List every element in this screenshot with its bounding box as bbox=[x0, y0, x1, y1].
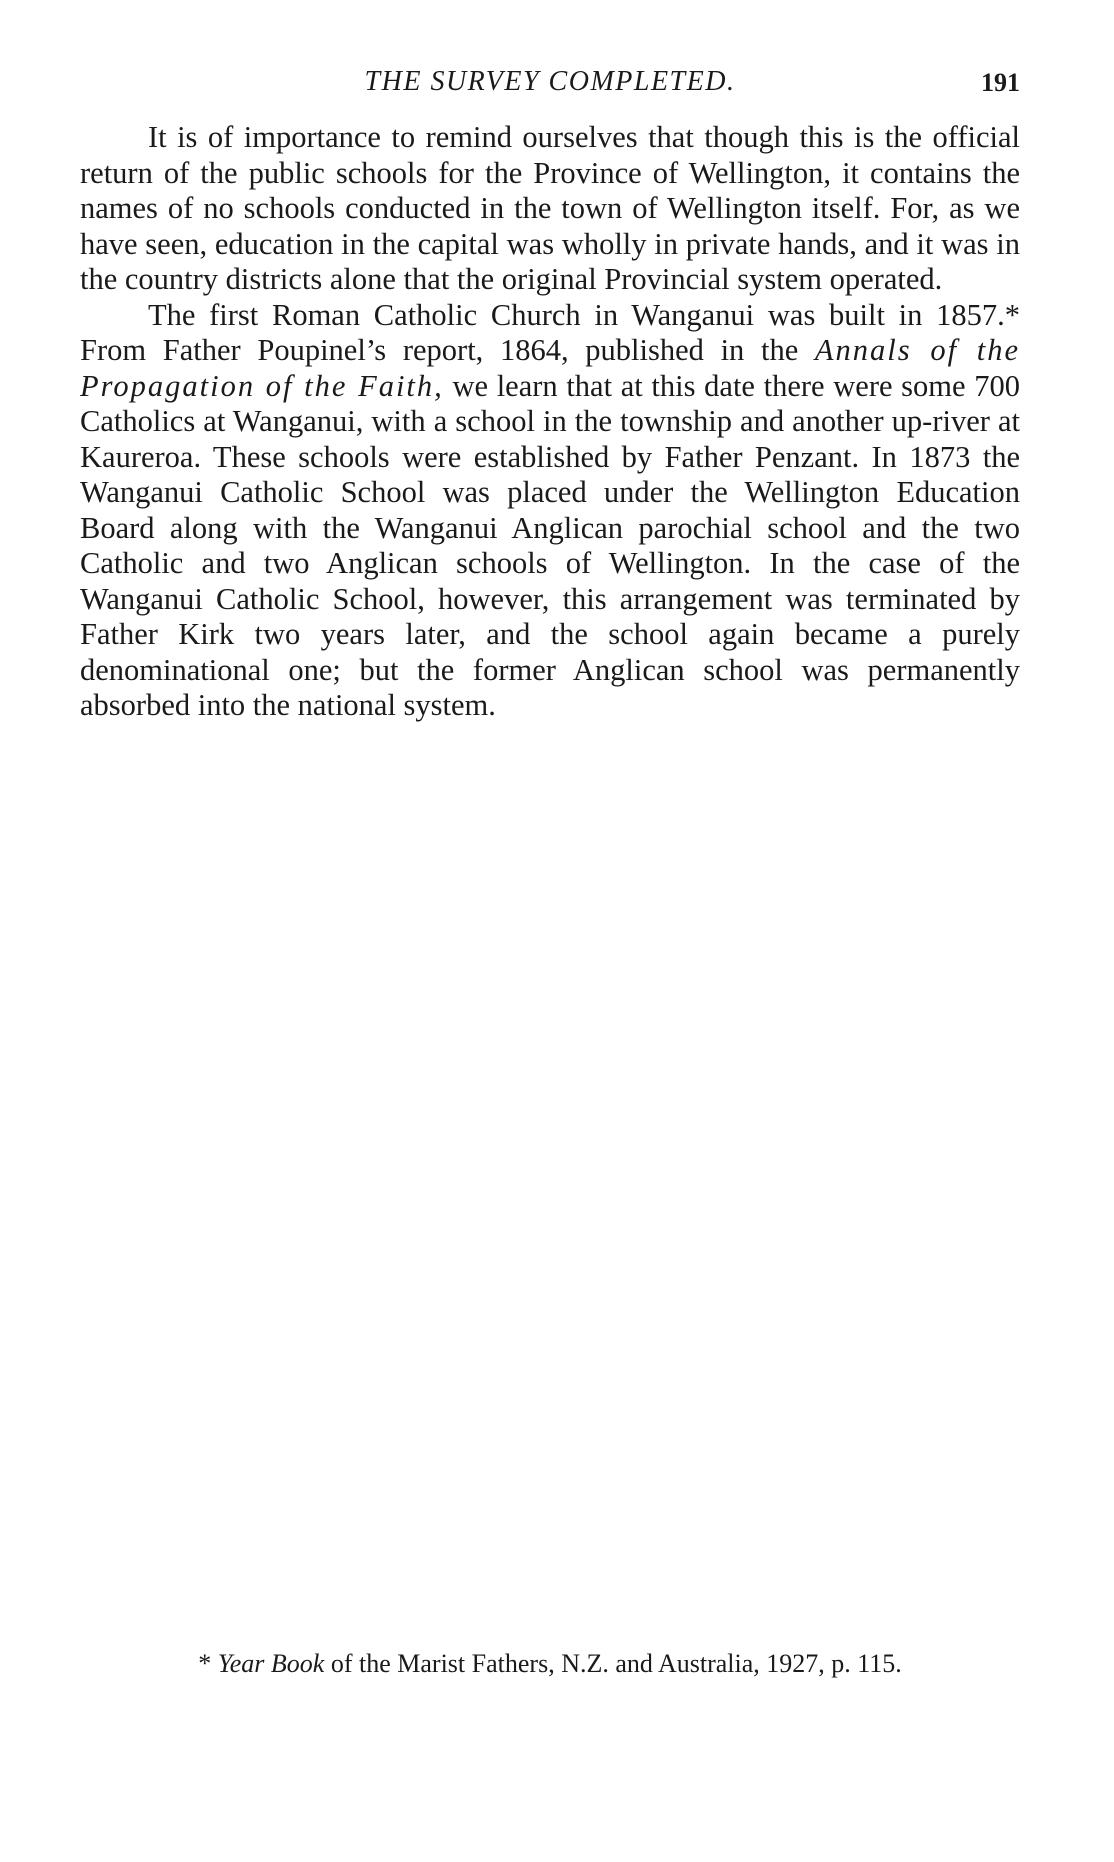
running-head bbox=[80, 62, 1020, 102]
footnote-marker: * bbox=[198, 1649, 212, 1678]
paragraph-2 bbox=[80, 298, 1020, 724]
paragraph-2-text-before-title: The first Roman Catholic Church in Wanganui was built in 1857.* From Father Poupinel’s report, 1864, published in the bbox=[80, 297, 1020, 367]
paragraph-2-text-after-title: we learn that at this date there were some 700 Catholics at Wanganui, with a school in the township and another up-river at Kaureroa. These schools were established by Father Penzant. In 1873 the Wanganui Catholic School was placed under the Wellington Education Board along with the Wanganui Anglican parochial school and the two Catholic and two Anglican schools of Wellington. In the case of the Wanganui Catholic School, however, this arrangement was terminated by Father Kirk two years later, and the school again became a purely denominational one; but the former Anglican school was permanently absorbed into the national system. bbox=[80, 368, 1020, 722]
body-text bbox=[80, 120, 1020, 724]
footnote-italic-title: Year Book bbox=[217, 1649, 325, 1678]
paragraph-1: It is of importance to remind ourselves that though this is the official return of the public schools for the Province of Wellington, it contains the names of no schools conducted in the town of Wellington itself. For, as we have seen, education in the capital was wholly in private hands, and it was in the country districts alone that the original Provincial system operated. bbox=[80, 120, 1020, 296]
page-number: 191 bbox=[981, 68, 1020, 97]
footnote-text: of the Marist Fathers, N.Z. and Australia, 1927, p. 115. bbox=[330, 1649, 902, 1678]
footnote bbox=[80, 1648, 1020, 1680]
paragraph-2-italic-title: Annals of the Propagation of the Faith, bbox=[80, 333, 1020, 403]
running-title: THE SURVEY COMPLETED. bbox=[364, 66, 736, 97]
